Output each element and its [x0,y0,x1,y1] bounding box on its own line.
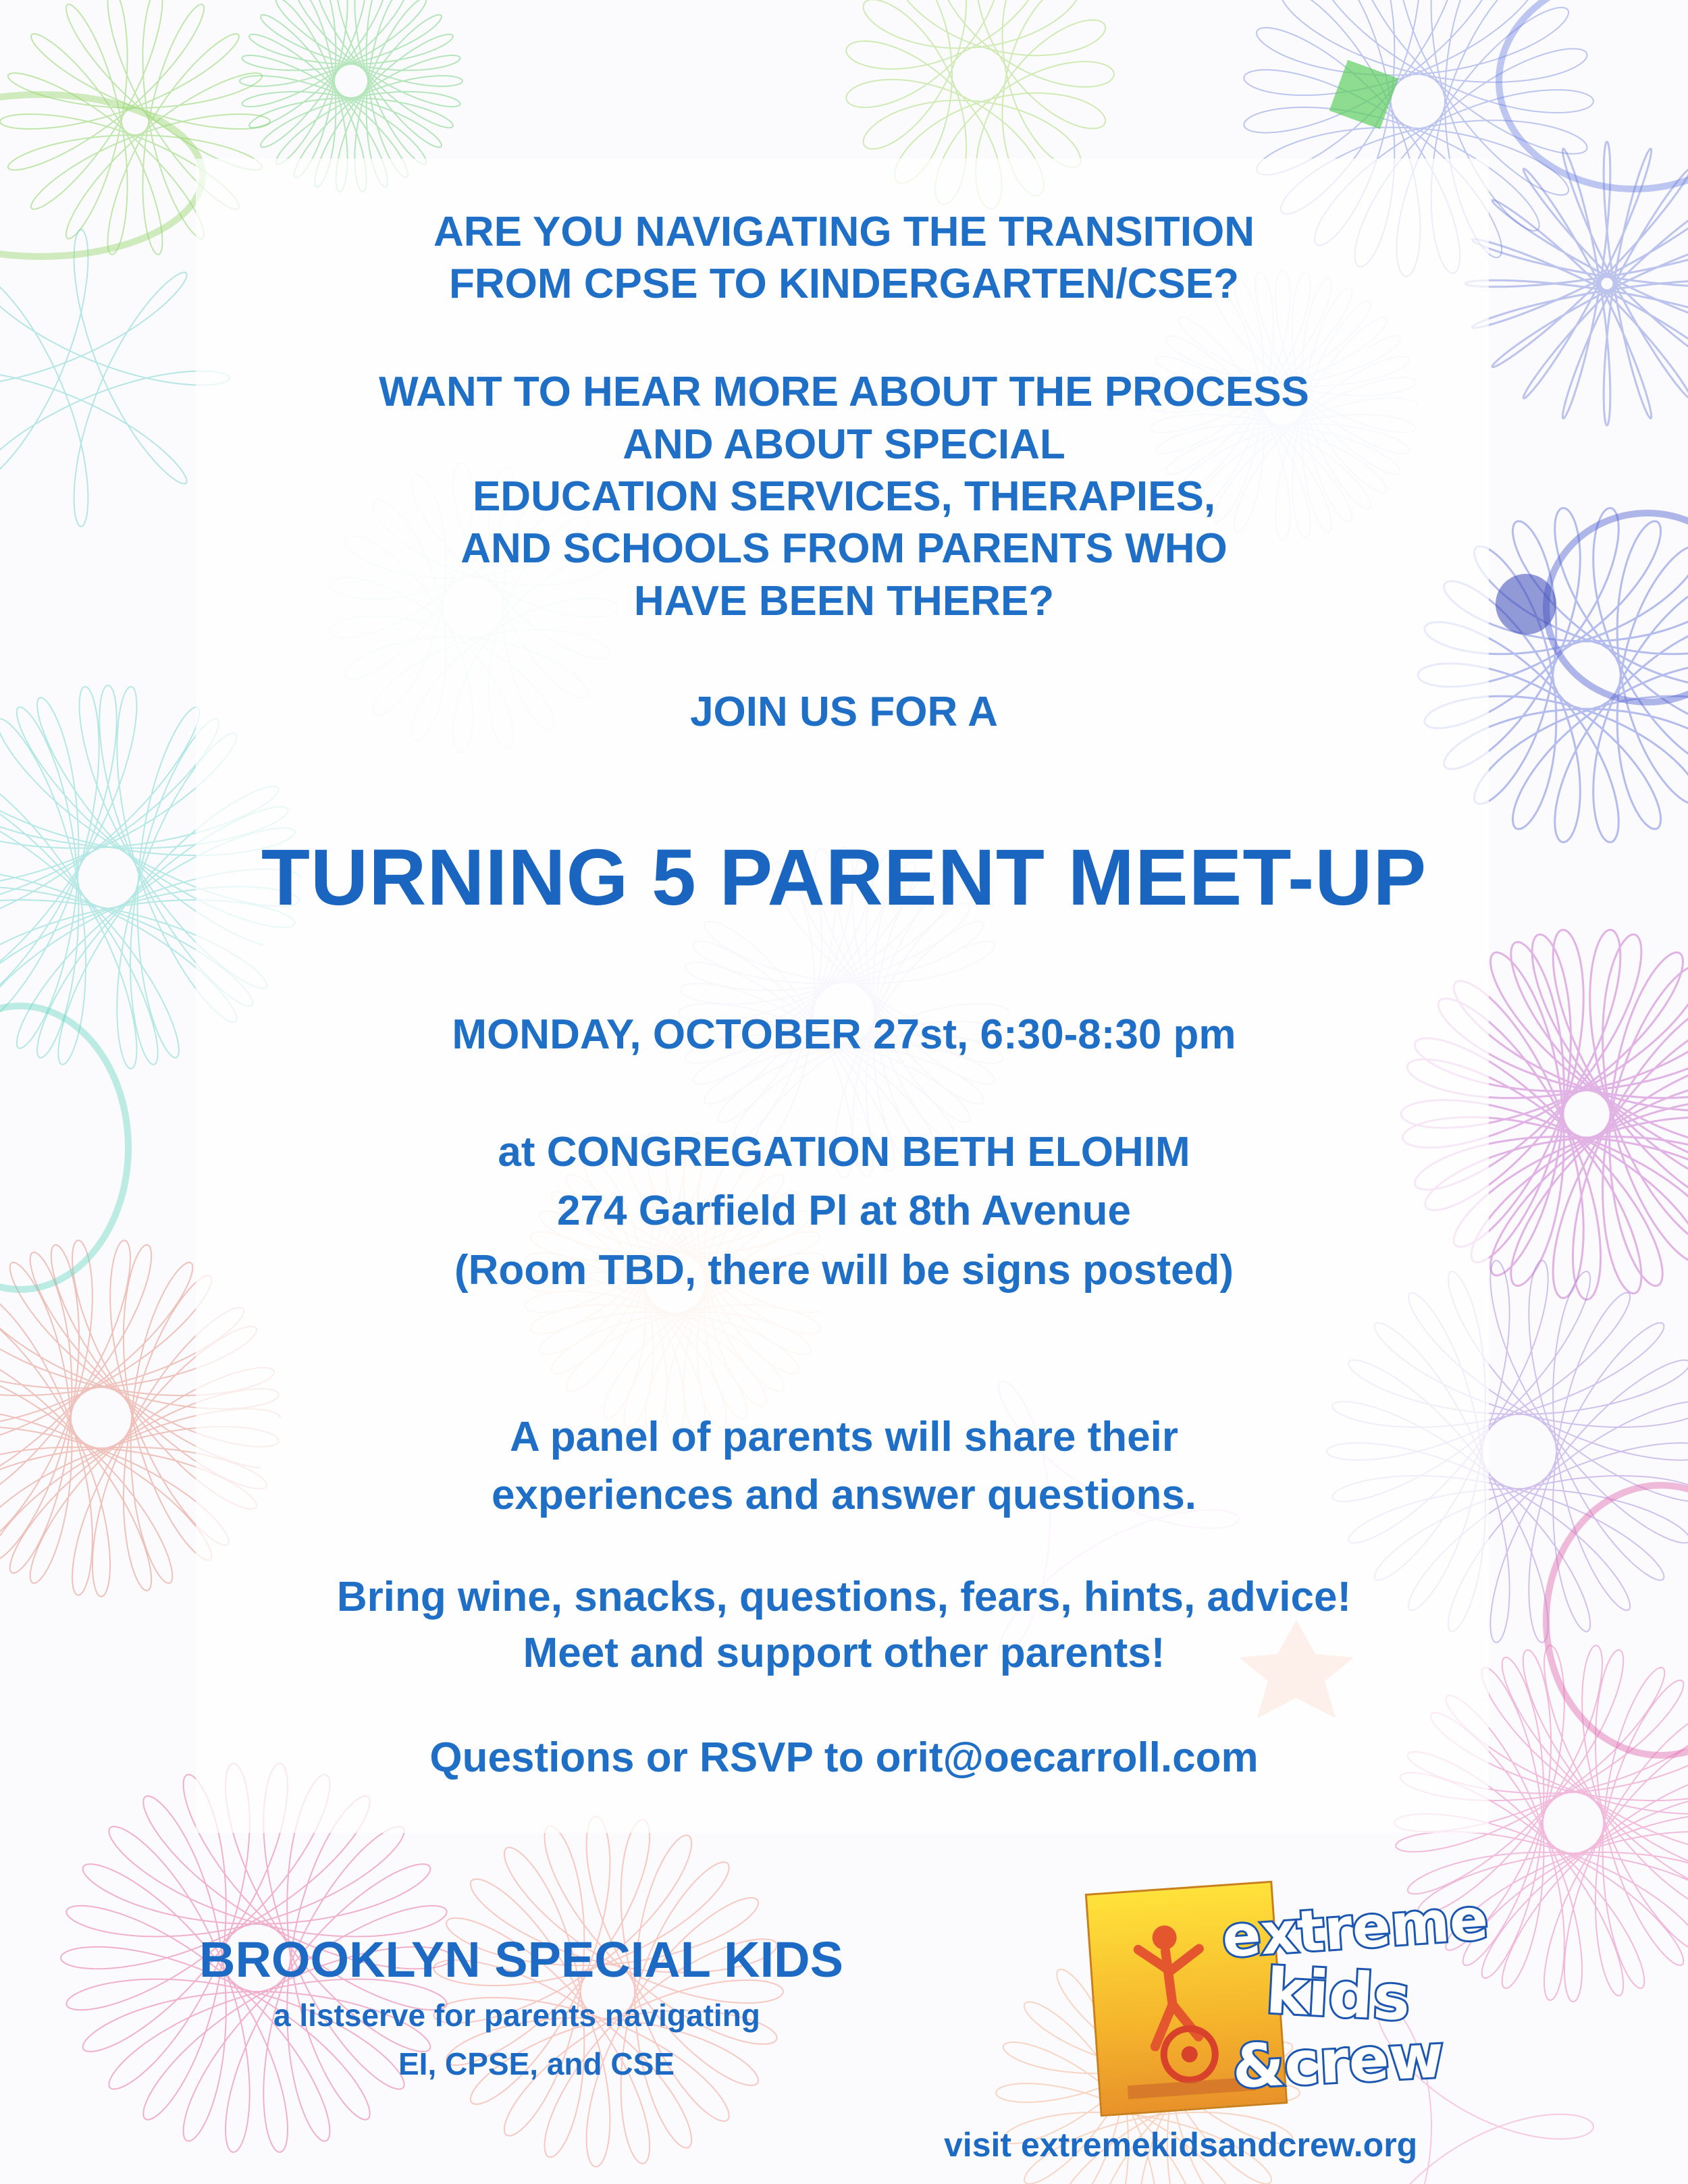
org-subtitle: EI, CPSE, and CSE [398,2046,675,2081]
intro-line: HAVE BEEN THERE? [633,578,1055,624]
event-title: TURNING 5 PARENT MEET-UP [261,833,1427,922]
intro-line: ARE YOU NAVIGATING THE TRANSITION [433,209,1255,255]
intro-line: AND ABOUT SPECIAL [623,421,1065,468]
event-venue: at CONGREGATION BETH ELOHIM [498,1129,1190,1175]
svg-text:extreme: extreme [1219,1886,1490,1971]
event-room: (Room TBD, there will be signs posted) [454,1247,1234,1294]
intro-line: WANT TO HEAR MORE ABOUT THE PROCESS [379,369,1309,415]
org-subtitle: a listserve for parents navigating [273,1998,760,2033]
svg-text:kids: kids [1264,1954,1413,2035]
panel-description: experiences and answer questions. [491,1472,1197,1518]
org-title: BROOKLYN SPECIAL KIDS [199,1932,843,1988]
event-address: 274 Garfield Pl at 8th Avenue [557,1188,1131,1234]
bring-line: Bring wine, snacks, questions, fears, hints, advice! [336,1574,1352,1620]
website-link[interactable]: visit extremekidsandcrew.org [944,2126,1418,2164]
intro-line: AND SCHOOLS FROM PARENTS WHO [460,525,1228,572]
panel-description: A panel of parents will share their [510,1414,1178,1460]
intro-line: JOIN US FOR A [690,689,998,735]
event-date: MONDAY, OCTOBER 27st, 6:30-8:30 pm [452,1011,1236,1058]
bring-line: Meet and support other parents! [523,1630,1165,1676]
loop-stroke [1499,0,1688,189]
svg-text:&crew: &crew [1230,2021,1446,2102]
rsvp-line: Questions or RSVP to orit@oecarroll.com [429,1734,1259,1781]
spirograph-swirl [433,1817,783,2167]
intro-line: EDUCATION SERVICES, THERAPIES, [472,473,1216,520]
intro-line: FROM CPSE TO KINDERGARTEN/CSE? [448,261,1240,307]
extreme-kids-crew-logo [1215,1886,1490,2113]
